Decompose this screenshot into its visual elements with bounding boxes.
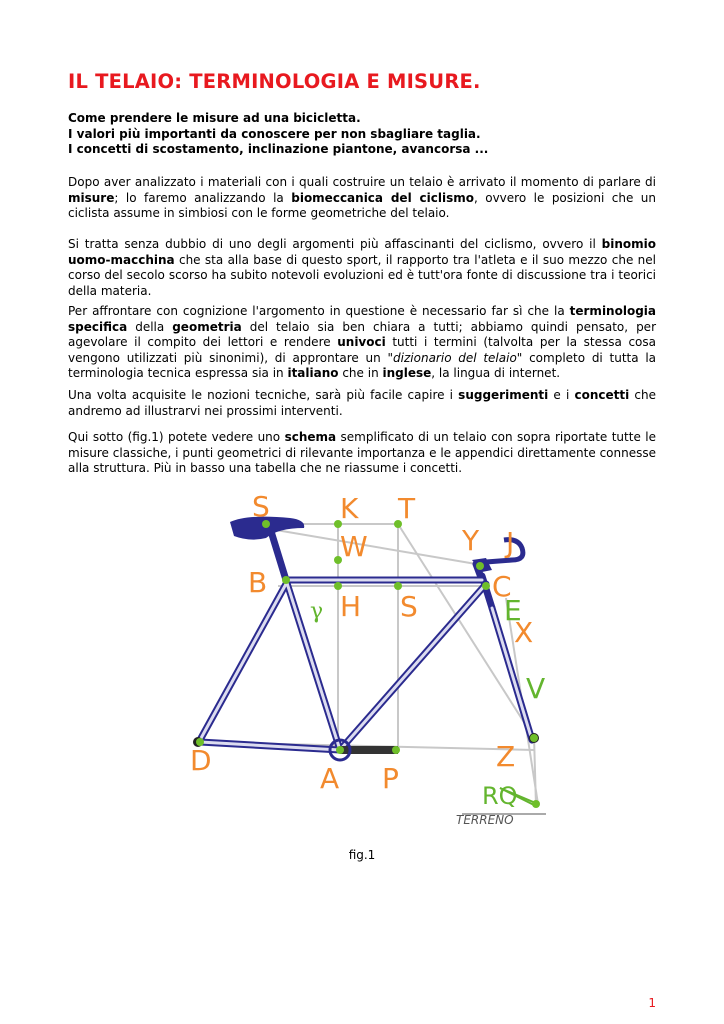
text-run: della: [127, 319, 173, 334]
label-b: B: [248, 566, 268, 599]
label-d: D: [190, 744, 212, 777]
bold-term: univoci: [337, 335, 386, 349]
bold-term: geometria: [172, 319, 242, 334]
page-title: IL TELAIO: TERMINOLOGIA E MISURE.: [68, 70, 481, 93]
label-x: X: [514, 616, 534, 649]
paragraph-intro: [68, 175, 656, 222]
label-t: T: [398, 492, 416, 525]
label-v: V: [526, 672, 546, 705]
paragraph-schema: [68, 430, 656, 477]
bold-term: inglese: [382, 366, 432, 380]
lead-line: I valori più importanti da conoscere per non sbagliare taglia.: [68, 126, 481, 141]
lead-line: I concetti di scostamento, inclinazione piantone, avancorsa ...: [68, 142, 489, 156]
bold-term: binomio uomo-macchina: [68, 237, 656, 267]
text-run: completo di tutta la terminologia tecnica espressa sia in: [68, 350, 657, 380]
bold-term: biomeccanica del ciclismo: [291, 190, 474, 205]
text-run: semplificato di un telaio con sopra riportate tutte le misure classiche, i punti geometrici di rilevante importanza e le appendici direttamente connesse alla struttura. Più in basso una tabella che ne riassume i concetti.: [68, 430, 656, 475]
bold-term: italiano: [287, 366, 339, 380]
text-run: che in: [338, 366, 383, 380]
frame-diagram-svg: [186, 488, 556, 828]
label-p: P: [382, 762, 399, 795]
label-w: W: [340, 530, 368, 563]
label-k: K: [340, 492, 359, 525]
page-number: 1: [648, 996, 656, 1010]
text-run: Si tratta senza dubbio di uno degli argomenti più affascinanti del ciclismo, ovvero il: [68, 237, 602, 251]
label-rq: RQ: [482, 782, 518, 810]
label-z: Z: [496, 740, 516, 773]
bold-term: misure: [68, 190, 115, 205]
text-run: tutti i termini (talvolta per la stessa cosa vengono utilizzati più sinonimi), di approntare un: [68, 335, 657, 365]
paragraph-nozioni: [68, 388, 656, 419]
label-h: H: [340, 590, 362, 623]
handlebar-shape: [486, 540, 523, 562]
text-run: Dopo aver analizzato i materiali con i quali costruire un telaio è arrivato il momento di parlare di: [68, 175, 656, 189]
text-run: , la lingua di internet.: [431, 366, 561, 380]
label-j: J: [506, 526, 515, 559]
label-terreno: TERRENO: [456, 813, 514, 827]
lead-line: Come prendere le misure ad una bicicletta.: [68, 111, 361, 125]
text-run: e i: [548, 388, 575, 402]
text-run: , ovvero le posizioni che un ciclista assume in simbiosi con le forme geometriche del telaio.: [68, 190, 656, 220]
label-angle: γ: [310, 599, 324, 624]
bold-term: concetti: [574, 388, 630, 402]
text-run: del telaio sia ben chiara a tutti; abbiamo quindi pensato, per agevolare il compito dei lettori e rendere: [68, 319, 657, 349]
bold-term: terminologia specifica: [68, 304, 656, 334]
label-y: Y: [462, 524, 480, 557]
label-s-stack: S: [400, 590, 418, 623]
label-a: A: [320, 762, 340, 795]
text-run: Qui sotto (fig.1) potete vedere uno: [68, 430, 285, 444]
label-s-saddle: S: [252, 490, 270, 523]
bold-term: suggerimenti: [458, 388, 549, 402]
paragraph-terminologia: [68, 304, 656, 382]
frame-diagram: [186, 488, 556, 828]
text-run: che andremo ad illustrarvi nei prossimi interventi.: [68, 388, 656, 418]
text-run: Una volta acquisite le nozioni tecniche, sarà più facile capire i: [68, 388, 459, 402]
label-e: E: [504, 594, 522, 627]
lead-summary: [68, 111, 668, 158]
text-run: Per affrontare con cognizione l'argomento in questione è necessario far sì che la: [68, 304, 570, 318]
figure-caption: fig.1: [348, 848, 376, 862]
text-run: che sta alla base di questo sport, il rapporto tra l'atleta e il suo mezzo che nel corso del secolo scorso ha subito notevoli evoluzioni ed è tutt'ora fonte di discussione tra i teorici della materia.: [68, 252, 656, 298]
bold-term: schema: [284, 430, 337, 444]
italic-term: "dizionario del telaio": [387, 350, 523, 365]
paragraph-binomio: [68, 237, 656, 299]
text-run: ; lo faremo analizzando la: [114, 190, 292, 205]
label-c: C: [492, 570, 512, 603]
